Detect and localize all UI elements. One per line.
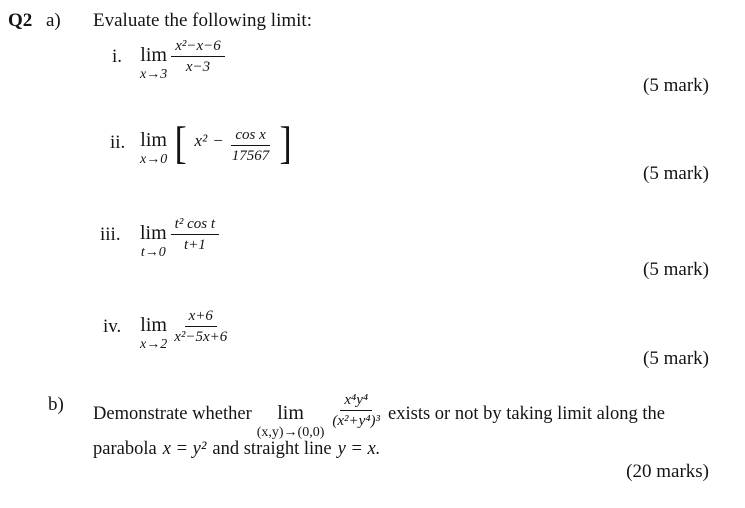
limit-operator	[140, 45, 167, 82]
lim-word: lim	[140, 44, 167, 66]
line2-math-parabola: x = y²	[162, 439, 207, 459]
fraction-denominator: x−3	[185, 59, 211, 75]
fraction-denominator: 17567	[231, 148, 270, 164]
limit-operator	[140, 315, 167, 352]
marks-label-b: (20 marks)	[626, 461, 709, 482]
line2-text-mid: and straight line	[212, 439, 332, 459]
fraction	[171, 307, 230, 346]
fraction-denominator: x²−5x+6	[174, 329, 228, 345]
limit-subscript: x→0	[140, 152, 168, 167]
question-number: Q2	[8, 10, 33, 31]
line2-math-line: y = x.	[337, 439, 381, 459]
fraction-denominator: t+1	[183, 237, 206, 253]
term-x-squared: x²	[194, 131, 208, 150]
fraction-numerator: cos x	[231, 126, 269, 146]
item-ii-marker: ii.	[110, 132, 126, 153]
limit-expression-i	[140, 38, 225, 82]
limit-subscript: t→0	[140, 245, 166, 260]
limit-expression-ii	[140, 117, 294, 168]
limit-expression-iii	[140, 216, 219, 260]
close-bracket: ]	[279, 117, 293, 168]
marks-label-ii: (5 mark)	[643, 163, 709, 184]
line2-text-pre: parabola	[93, 439, 157, 459]
lim-word: lim	[140, 129, 167, 151]
fraction	[171, 215, 219, 254]
lim-word: lim	[140, 222, 167, 244]
marks-label-iv: (5 mark)	[643, 348, 709, 369]
fraction	[229, 126, 273, 165]
section-b-label: b)	[48, 394, 64, 415]
lim-word: lim	[140, 314, 167, 336]
fraction-numerator: t² cos t	[171, 215, 219, 235]
item-iii-marker: iii.	[100, 224, 121, 245]
item-iv-marker: iv.	[103, 316, 122, 337]
limit-subscript: x→3	[140, 67, 168, 82]
fraction-denominator: (x²+y⁴)³	[332, 413, 381, 429]
fraction-numerator: x²−x−6	[171, 37, 225, 57]
fraction	[329, 391, 383, 430]
fraction-numerator: x⁴y⁴	[340, 391, 372, 411]
open-bracket: [	[174, 117, 188, 168]
bracketed-expression	[173, 117, 293, 168]
limit-operator	[140, 130, 167, 167]
section-b-text-before: Demonstrate whether	[93, 404, 252, 424]
section-a-prompt: Evaluate the following limit:	[93, 10, 312, 31]
section-b-text-after: exists or not by taking limit along the	[388, 404, 665, 424]
item-i-marker: i.	[112, 46, 123, 67]
marks-label-iii: (5 mark)	[643, 259, 709, 280]
section-a-label: a)	[46, 10, 61, 31]
limit-subscript: (x,y)→(0,0)	[256, 425, 325, 440]
marks-label-i: (5 mark)	[643, 75, 709, 96]
limit-operator	[257, 403, 325, 440]
lim-word: lim	[277, 402, 304, 424]
minus-operator: −	[213, 131, 223, 150]
fraction	[171, 37, 225, 76]
limit-expression-iv	[140, 308, 230, 352]
limit-subscript: x→2	[140, 337, 168, 352]
limit-operator	[140, 223, 167, 260]
section-b-line2	[93, 438, 380, 461]
fraction-numerator: x+6	[185, 307, 217, 327]
section-b-line1	[93, 392, 665, 440]
